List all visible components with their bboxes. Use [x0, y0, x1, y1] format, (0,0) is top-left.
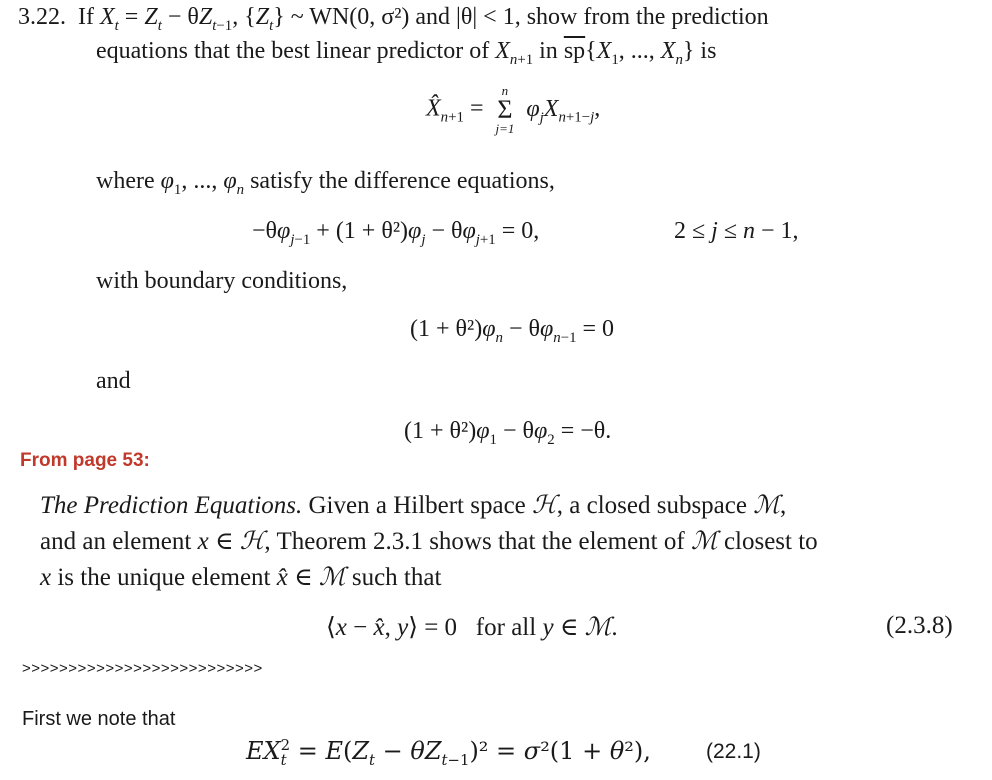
textbook-line-1: The Prediction Equations. Given a Hilbert space ℋ, a closed subspace ℳ, — [40, 492, 787, 519]
difference-equation: $-\theta\varphi_{j-1} + (1 + \theta^2)\varphi_j - \theta\varphi_{j+1} = 0$, — [252, 218, 540, 248]
solution-equation-number: (22.1) — [706, 740, 761, 763]
boundary-equation-2: $(1 + \theta^2)\varphi_1 - \theta\varphi_2 = -\theta$. — [404, 418, 612, 448]
textbook-line-3: x is the unique element x̂ ∈ ℳ such that — [40, 564, 442, 591]
exercise-number: 3.22. — [18, 4, 66, 30]
summation-symbol: n Σ j=1 — [495, 83, 515, 136]
difference-range: 2 ≤ j ≤ n − 1, — [674, 218, 799, 244]
boundary-text: with boundary conditions, — [96, 268, 348, 294]
separator-arrows: >>>>>>>>>>>>>>>>>>>>>>>>>> — [22, 660, 263, 677]
solution-equation: $EX_t^2 = E(Z_t - \theta Z_{t-1})^2 = \sigma^2(1 + \theta^2)$, — [246, 736, 651, 769]
exercise-line-2: equations that the best linear predictor of $X_{n+1}$ in $\overline{sp}\{X_1$, ..., $X_n$} is — [96, 38, 717, 68]
solution-intro: First we note that — [22, 708, 176, 730]
from-page-label: From page 53: — [20, 450, 150, 471]
where-text: where $\varphi_1$, ..., $\varphi_n$ satisfy the difference equations, — [96, 168, 555, 198]
exercise-statement-line-1: If $X_t = Z_t - \theta Z_{t-1}$, $\{Z_t\}$ ~ WN(0, σ²) and |θ| < 1, show from the prediction — [72, 4, 769, 34]
exercise-line-1 — [18, 4, 769, 35]
predictor-equation: $X̂_{n+1}$ = n Σ j=1 $\varphi_jX_{n+1-j}$, — [426, 83, 601, 136]
textbook-equation-number: (2.3.8) — [886, 612, 953, 639]
textbook-line-2: and an element x ∈ ℋ, Theorem 2.3.1 shows that the element of ℳ closest to — [40, 528, 818, 555]
textbook-equation: ⟨x − x̂, y⟩ = 0 for all y ∈ ℳ. — [326, 614, 618, 641]
boundary-equation-1: $(1 + \theta^2)\varphi_n - \theta\varphi_{n-1} = 0$ — [410, 316, 615, 346]
and-text: and — [96, 368, 131, 394]
